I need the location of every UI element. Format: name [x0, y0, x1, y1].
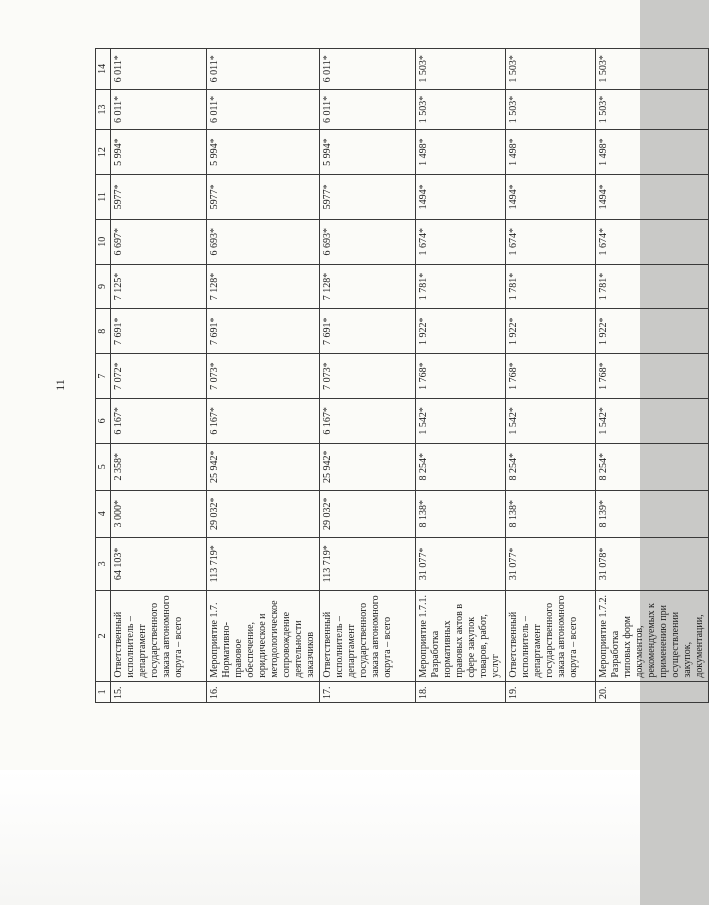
header-cell: 4	[96, 490, 111, 537]
value-cell: 1 674*	[596, 219, 709, 264]
table-row	[416, 49, 506, 703]
header-cell: 6	[96, 398, 111, 443]
row-number: 16.	[207, 681, 320, 702]
value-cell: 1494*	[416, 175, 506, 220]
value-cell: 8 138*	[416, 490, 506, 537]
table-row	[207, 49, 320, 703]
header-cell: 1	[96, 681, 111, 702]
value-cell: 1 498*	[416, 130, 506, 175]
value-cell: 25 942*	[320, 443, 416, 490]
table-row	[596, 49, 709, 703]
header-cell: 9	[96, 264, 111, 309]
value-cell: 1 922*	[506, 309, 596, 354]
value-cell: 1 674*	[506, 219, 596, 264]
header-cell: 11	[96, 175, 111, 220]
value-cell: 5 994*	[111, 130, 207, 175]
value-cell: 7 125*	[111, 264, 207, 309]
value-cell: 6 011*	[111, 49, 207, 90]
header-cell: 2	[96, 591, 111, 682]
page-number: 11	[53, 379, 67, 391]
value-cell: 1 542*	[416, 398, 506, 443]
value-cell: 3 000*	[111, 490, 207, 537]
value-cell: 1 503*	[596, 89, 709, 130]
header-cell: 13	[96, 89, 111, 130]
value-cell: 1 781*	[416, 264, 506, 309]
value-cell: 1 503*	[506, 89, 596, 130]
value-cell: 1 503*	[596, 49, 709, 90]
value-cell: 1 768*	[506, 354, 596, 399]
header-cell: 10	[96, 219, 111, 264]
header-cell: 7	[96, 354, 111, 399]
value-cell: 6 693*	[207, 219, 320, 264]
value-cell: 6 167*	[111, 398, 207, 443]
value-cell: 6 167*	[207, 398, 320, 443]
header-row	[96, 49, 111, 703]
header-cell: 8	[96, 309, 111, 354]
value-cell: 8 254*	[596, 443, 709, 490]
value-cell: 7 128*	[320, 264, 416, 309]
value-cell: 31 078*	[596, 537, 709, 590]
value-cell: 7 128*	[207, 264, 320, 309]
row-name: Ответственный исполнитель – департамент государственного заказа автономного округа – всего	[320, 591, 416, 682]
value-cell: 113 719*	[207, 537, 320, 590]
value-cell: 64 103*	[111, 537, 207, 590]
value-cell: 1 503*	[416, 49, 506, 90]
budget-table	[95, 48, 709, 703]
table-row	[506, 49, 596, 703]
value-cell: 1 542*	[596, 398, 709, 443]
value-cell: 5977*	[207, 175, 320, 220]
value-cell: 6 011*	[207, 49, 320, 90]
rotated-table-container	[95, 48, 705, 703]
row-name: Мероприятие 1.7.2. Разработка типовых форм документов, рекомендуемых к применению при осуществлении закупок, документации,	[596, 591, 709, 682]
value-cell: 7 691*	[320, 309, 416, 354]
value-cell: 7 073*	[207, 354, 320, 399]
value-cell: 1 768*	[416, 354, 506, 399]
value-cell: 25 942*	[207, 443, 320, 490]
value-cell: 7 691*	[111, 309, 207, 354]
scan-background	[0, 770, 640, 905]
value-cell: 1 674*	[416, 219, 506, 264]
row-number: 18.	[416, 681, 506, 702]
value-cell: 8 138*	[506, 490, 596, 537]
value-cell: 1494*	[596, 175, 709, 220]
row-name: Мероприятие 1.7.1. Разработка нормативных правовых актов в сфере закупок товаров, работ, услуг	[416, 591, 506, 682]
value-cell: 7 073*	[320, 354, 416, 399]
table-row	[320, 49, 416, 703]
value-cell: 6 011*	[320, 49, 416, 90]
row-number: 19.	[506, 681, 596, 702]
value-cell: 6 693*	[320, 219, 416, 264]
header-cell: 12	[96, 130, 111, 175]
value-cell: 1494*	[506, 175, 596, 220]
value-cell: 5 994*	[320, 130, 416, 175]
header-cell: 5	[96, 443, 111, 490]
value-cell: 5977*	[320, 175, 416, 220]
value-cell: 1 498*	[506, 130, 596, 175]
value-cell: 29 032*	[207, 490, 320, 537]
value-cell: 31 077*	[416, 537, 506, 590]
value-cell: 1 503*	[416, 89, 506, 130]
value-cell: 1 498*	[596, 130, 709, 175]
value-cell: 1 922*	[416, 309, 506, 354]
value-cell: 6 697*	[111, 219, 207, 264]
value-cell: 8 139*	[596, 490, 709, 537]
header-cell: 14	[96, 49, 111, 90]
row-name: Ответственный исполнитель – департамент государственного заказа автономного округа – всего	[111, 591, 207, 682]
value-cell: 5 994*	[207, 130, 320, 175]
value-cell: 1 768*	[596, 354, 709, 399]
value-cell: 7 072*	[111, 354, 207, 399]
value-cell: 2 358*	[111, 443, 207, 490]
value-cell: 113 719*	[320, 537, 416, 590]
value-cell: 6 011*	[111, 89, 207, 130]
value-cell: 8 254*	[506, 443, 596, 490]
row-number: 20.	[596, 681, 709, 702]
value-cell: 1 781*	[596, 264, 709, 309]
value-cell: 1 922*	[596, 309, 709, 354]
value-cell: 6 011*	[207, 89, 320, 130]
row-number: 17.	[320, 681, 416, 702]
value-cell: 31 077*	[506, 537, 596, 590]
value-cell: 6 011*	[320, 89, 416, 130]
value-cell: 1 781*	[506, 264, 596, 309]
value-cell: 5977*	[111, 175, 207, 220]
value-cell: 8 254*	[416, 443, 506, 490]
value-cell: 1 503*	[506, 49, 596, 90]
value-cell: 29 032*	[320, 490, 416, 537]
value-cell: 6 167*	[320, 398, 416, 443]
header-cell: 3	[96, 537, 111, 590]
table-frame	[95, 48, 705, 703]
table-row	[111, 49, 207, 703]
row-name: Ответственный исполнитель – департамент государственного заказа автономного округа – всего	[506, 591, 596, 682]
row-name: Мероприятие 1.7. Нормативно-правовое обеспечение, юридическое и методологическое сопровождение деятельности заказчиков	[207, 591, 320, 682]
value-cell: 1 542*	[506, 398, 596, 443]
value-cell: 7 691*	[207, 309, 320, 354]
row-number: 15.	[111, 681, 207, 702]
